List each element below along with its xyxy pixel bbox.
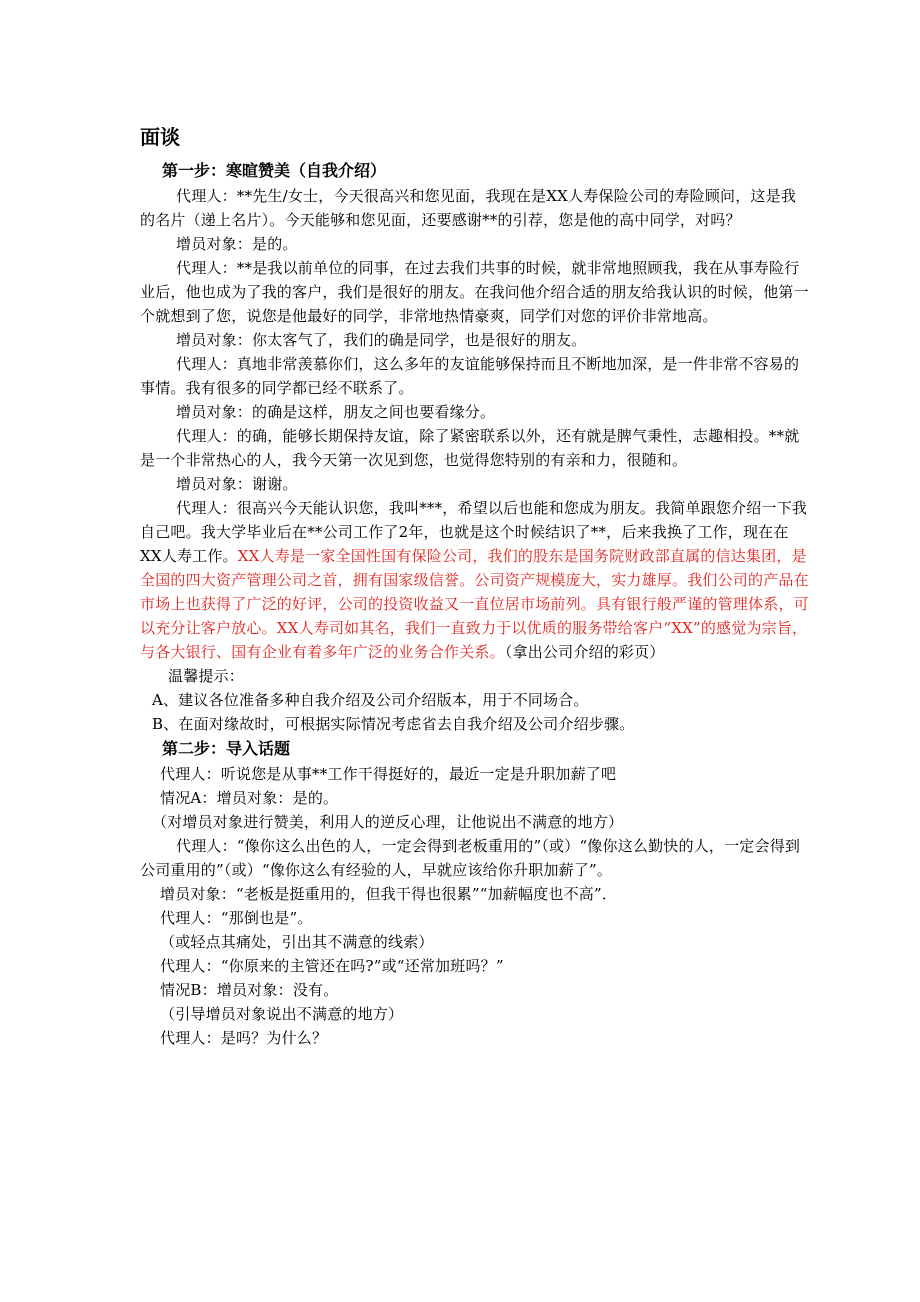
- page-title: 面谈: [140, 125, 180, 149]
- dialogue-line: 增员对象：的确是这样，朋友之间也要看缘分。: [176, 403, 496, 421]
- dialogue-note: （对增员对象进行赞美，利用人的逆反心理，让他说出不满意的地方）: [152, 813, 624, 831]
- dialogue-note: （引导增员对象说出不满意的地方）: [160, 1005, 404, 1023]
- dialogue-line: 增员对象：“老板是挺重用的，但我干得也很累”“加薪幅度也不高”．: [160, 885, 618, 903]
- dialogue-line: 增员对象：是的。: [176, 235, 298, 253]
- dialogue-line: 情况A：增员对象：是的。: [160, 789, 339, 807]
- self-intro-text: 代理人：很高兴今天能认识您，我叫***，希望以后也能和您成为朋友。我简单跟您介绍一下我自己吧。我大学毕业后在**公司工作了2年，也就是这个时候结识了**，后来我换了工作，现在在XX人寿工作。: [140, 499, 808, 565]
- company-intro-paragraph: [140, 496, 810, 664]
- tip-item-b: B、在面对缘故时，可根据实际情况考虑省去自我介绍及公司介绍步骤。: [152, 715, 635, 733]
- dialogue-line: 代理人：**先生/女士，今天很高兴和您见面，我现在是XX人寿保险公司的寿险顾问，这是我的名片（递上名片）。今天能够和您见面，还要感谢**的引荐，您是他的高中同学，对吗？: [140, 187, 797, 229]
- document-page: [140, 118, 810, 1050]
- dialogue-line: 代理人：**是我以前单位的同事，在过去我们共事的时候，就非常地照顾我，我在从事寿险行业后，他也成为了我的客户，我们是很好的朋友。在我问他介绍合适的朋友给我认识的时候，他第一个就想到了您，说您是他最好的同学，非常地热情豪爽，同学们对您的评价非常地高。: [140, 259, 809, 325]
- dialogue-line: 代理人：真地非常羡慕你们，这么多年的友谊能够保持而且不断地加深，是一件非常不容易的事情。我有很多的同学都已经不联系了。: [140, 355, 800, 397]
- tip-item-a: A、建议各位准备多种自我介绍及公司介绍版本，用于不同场合。: [152, 691, 589, 709]
- dialogue-note: （或轻点其痛处，引出其不满意的线索）: [160, 933, 434, 951]
- company-intro-tail: （拿出公司介绍的彩页）: [504, 643, 665, 661]
- dialogue-line: 代理人：“那倒也是”。: [160, 909, 313, 927]
- company-intro-highlight: XX人寿是一家全国性国有保险公司，我们的股东是国务院财政部直属的信达集团，是全国的四大资产管理公司之首，拥有国家级信誉。公司资产规模庞大，实力雄厚。我们公司的产品在市场上也获得了广泛的好评，公司的投资收益又一直位居市场前列。具有银行般严谨的管理体系，可以充分让客户放心。XX人寿司如其名，我们一直致力于以优质的服务带给客户“XX”的感觉为宗旨，与各大银行、国有企业有着多年广泛的业务合作关系。: [140, 547, 809, 661]
- step1-heading: 第一步：寒暄赞美（自我介绍）: [162, 161, 387, 180]
- dialogue-line: 情况B：增员对象：没有。: [160, 981, 339, 999]
- dialogue-line: 增员对象：谢谢。: [176, 475, 298, 493]
- tip-label: 温馨提示：: [168, 667, 245, 685]
- dialogue-line: 代理人：听说您是从事**工作干得挺好的，最近一定是升职加薪了吧: [160, 765, 617, 783]
- step2-heading: 第二步：导入话题: [162, 739, 291, 758]
- dialogue-line: 代理人：“像你这么出色的人，一定会得到老板重用的”（或）“像你这么勤快的人，一定会得到公司重用的”（或）“像你这么有经验的人，早就应该给你升职加薪了”。: [140, 837, 801, 879]
- dialogue-line: 代理人：“你原来的主管还在吗?”或“还常加班吗？”: [160, 957, 504, 975]
- dialogue-line: 代理人：是吗？为什么？: [160, 1029, 328, 1047]
- dialogue-line: 增员对象：你太客气了，我们的确是同学，也是很好的朋友。: [176, 331, 587, 349]
- dialogue-line: 代理人：的确，能够长期保持友谊，除了紧密联系以外，还有就是脾气秉性，志趣相投。**就是一个非常热心的人，我今天第一次见到您，也觉得您特别的有亲和力，很随和。: [140, 427, 800, 469]
